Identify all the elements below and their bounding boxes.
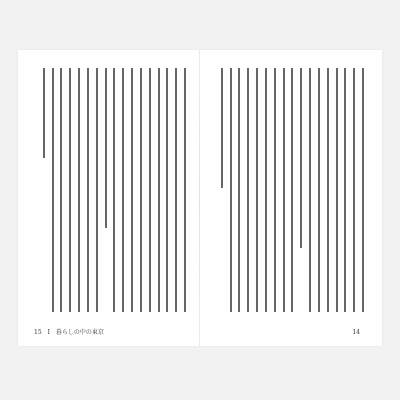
left-page-number: 15 [34, 329, 42, 336]
text-column [149, 68, 151, 312]
text-column [166, 68, 168, 312]
text-column [283, 68, 285, 312]
text-column [274, 68, 276, 312]
text-column [256, 68, 258, 312]
left-text-block [36, 68, 186, 312]
text-column [309, 68, 311, 312]
text-column [184, 68, 186, 312]
right-footer [352, 329, 364, 336]
text-column [353, 68, 355, 312]
text-column [158, 68, 160, 312]
left-footer [34, 327, 108, 336]
text-column [230, 68, 232, 312]
text-column [265, 68, 267, 312]
text-column [300, 68, 302, 248]
right-page [200, 50, 382, 346]
book-spread [18, 50, 382, 346]
text-column [336, 68, 338, 312]
left-page [18, 50, 200, 346]
text-column [140, 68, 142, 312]
text-column [238, 68, 240, 312]
right-text-block [214, 68, 364, 312]
running-head-section: I [47, 329, 50, 336]
text-column [175, 68, 177, 312]
running-head-title: 暮らしの中の東京 [55, 329, 104, 336]
text-column [69, 68, 71, 312]
text-column [318, 68, 320, 312]
text-column [96, 68, 98, 312]
text-column [131, 68, 133, 312]
text-column [122, 68, 124, 312]
text-column [43, 68, 45, 158]
text-column [221, 68, 223, 188]
text-column [291, 68, 293, 312]
right-page-number: 14 [352, 329, 360, 336]
text-column [247, 68, 249, 312]
text-column [344, 68, 346, 312]
text-column [52, 68, 54, 312]
text-column [362, 68, 364, 312]
text-column [87, 68, 89, 312]
text-column [105, 68, 107, 228]
text-column [60, 68, 62, 312]
text-column [113, 68, 115, 312]
text-column [78, 68, 80, 312]
text-column [327, 68, 329, 312]
